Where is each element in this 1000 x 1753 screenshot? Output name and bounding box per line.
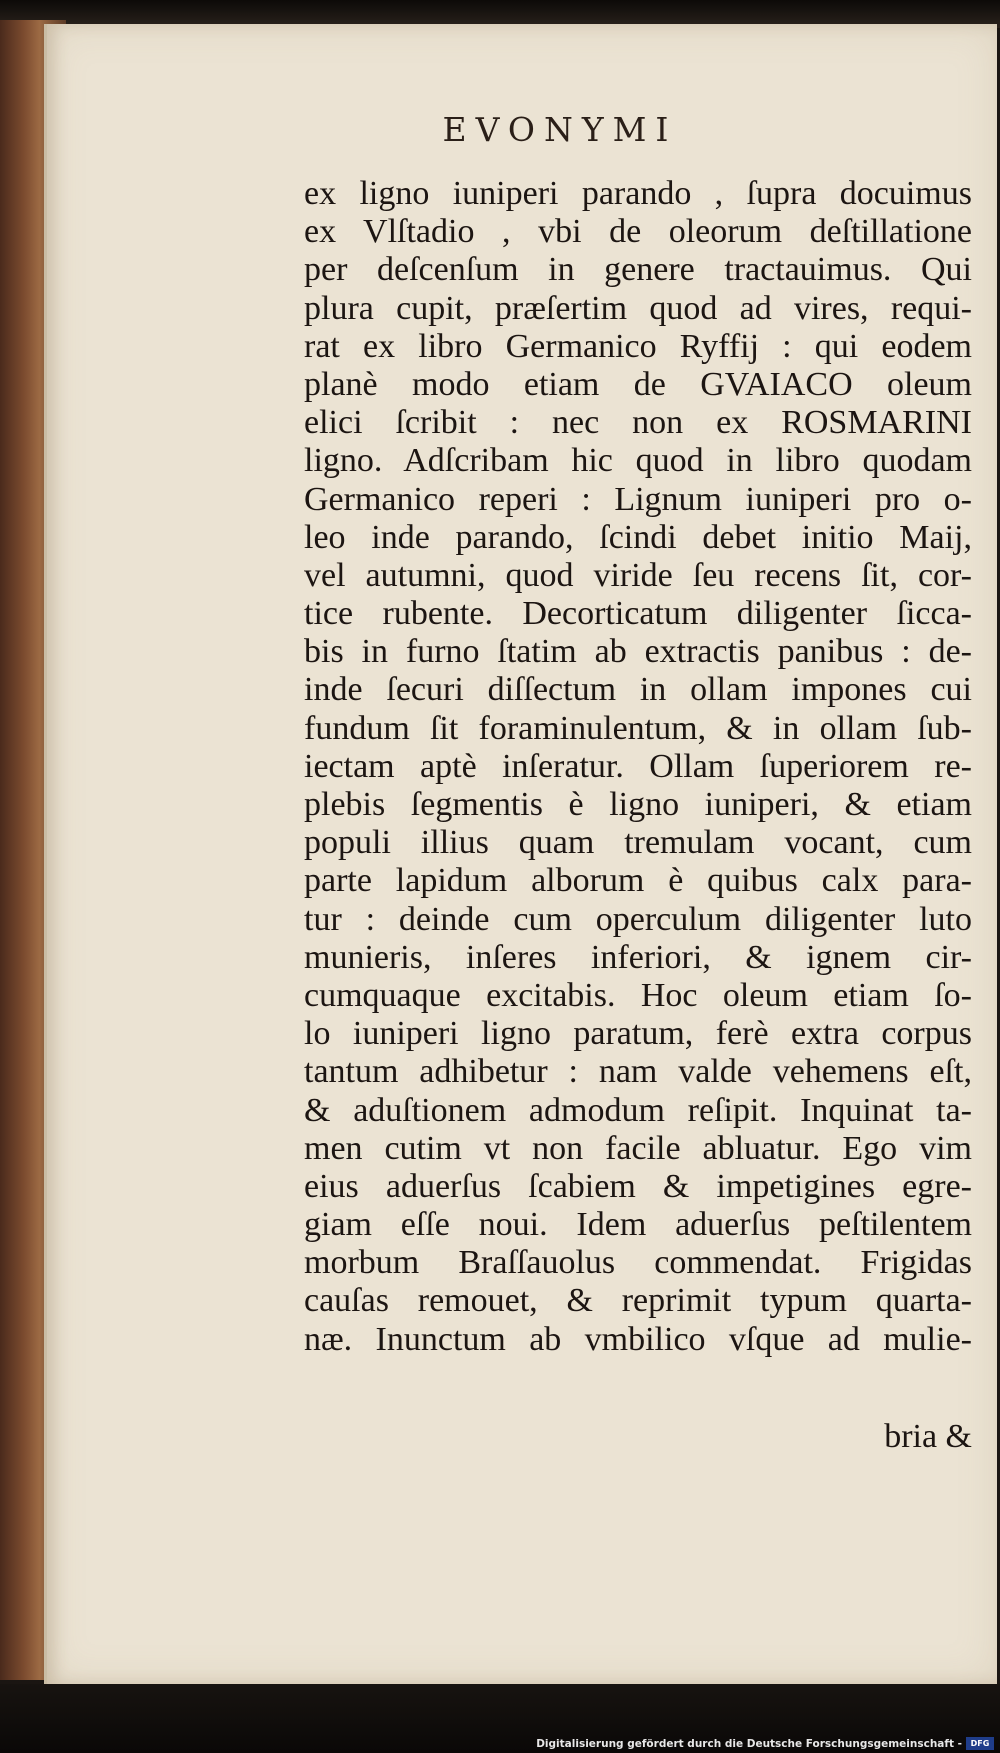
text-line: næ. Inunctum ab vmbilico vſque ad mulie- — [304, 1320, 972, 1358]
page-text-block — [304, 175, 972, 1359]
text-line: Germanico reperi : Lignum iuniperi pro o- — [304, 480, 972, 518]
text-line: giam eſſe noui. Idem aduerſus peſtilentem — [304, 1206, 972, 1244]
catchword: bria & — [884, 1418, 972, 1455]
text-line: lo iuniperi ligno paratum, ferè extra corpus — [304, 1015, 972, 1053]
text-line: & aduſtionem admodum reſipit. Inquinat ta- — [304, 1091, 972, 1129]
text-line: tice rubente. Decorticatum diligenter ſicca- — [304, 595, 972, 633]
text-line: inde ſecuri diſſectum in ollam impones cui — [304, 671, 972, 709]
text-line: ex ligno iuniperi parando , ſupra docuimus — [304, 175, 972, 212]
text-line: munieris, inſeres inferiori, & ignem cir- — [304, 938, 972, 976]
text-line: per deſcenſum in genere tractauimus. Qui — [304, 251, 972, 289]
text-line: plura cupit, præſertim quod ad vires, requi- — [304, 289, 972, 327]
running-head: EVONYMI — [442, 110, 678, 149]
digitization-credit: Digitalisierung gefördert durch die Deutsche Forschungsgemeinschaft - — [536, 1738, 962, 1750]
text-line: rat ex libro Germanico Ryffij : qui eodem — [304, 327, 972, 365]
text-line: bis in furno ſtatim ab extractis panibus : de- — [304, 633, 972, 671]
text-line: iectam aptè inſeratur. Ollam ſuperiorem re- — [304, 747, 972, 785]
text-line: tantum adhibetur : nam valde vehemens eſt, — [304, 1053, 972, 1091]
dfg-logo: DFG — [966, 1737, 994, 1750]
text-line: vel autumni, quod viride ſeu recens ſit, cor- — [304, 556, 972, 594]
text-line: fundum ſit foraminulentum, & in ollam ſub- — [304, 709, 972, 747]
text-line: populi illius quam tremulam vocant, cum — [304, 824, 972, 862]
text-line: tur : deinde cum operculum diligenter luto — [304, 900, 972, 938]
text-line: planè modo etiam de GVAIACO oleum — [304, 365, 972, 403]
text-line: eius aduerſus ſcabiem & impetigines egre- — [304, 1167, 972, 1205]
text-line: ligno. Adſcribam hic quod in libro quodam — [304, 442, 972, 480]
text-line: cumquaque excitabis. Hoc oleum etiam ſo- — [304, 976, 972, 1014]
text-line: cauſas remouet, & reprimit typum quarta- — [304, 1282, 972, 1320]
text-line: parte lapidum alborum è quibus calx para- — [304, 862, 972, 900]
text-line: ex Vlſtadio , vbi de oleorum deſtillatione — [304, 213, 972, 251]
text-line: plebis ſegmentis è ligno iuniperi, & etiam — [304, 786, 972, 823]
text-line: men cutim vt non facile abluatur. Ego vim — [304, 1129, 972, 1167]
text-line: elici ſcribit : nec non ex ROSMARINI — [304, 404, 972, 442]
text-line: morbum Braſſauolus commendat. Frigidas — [304, 1244, 972, 1282]
text-line: leo inde parando, ſcindi debet initio Maij, — [304, 518, 972, 556]
